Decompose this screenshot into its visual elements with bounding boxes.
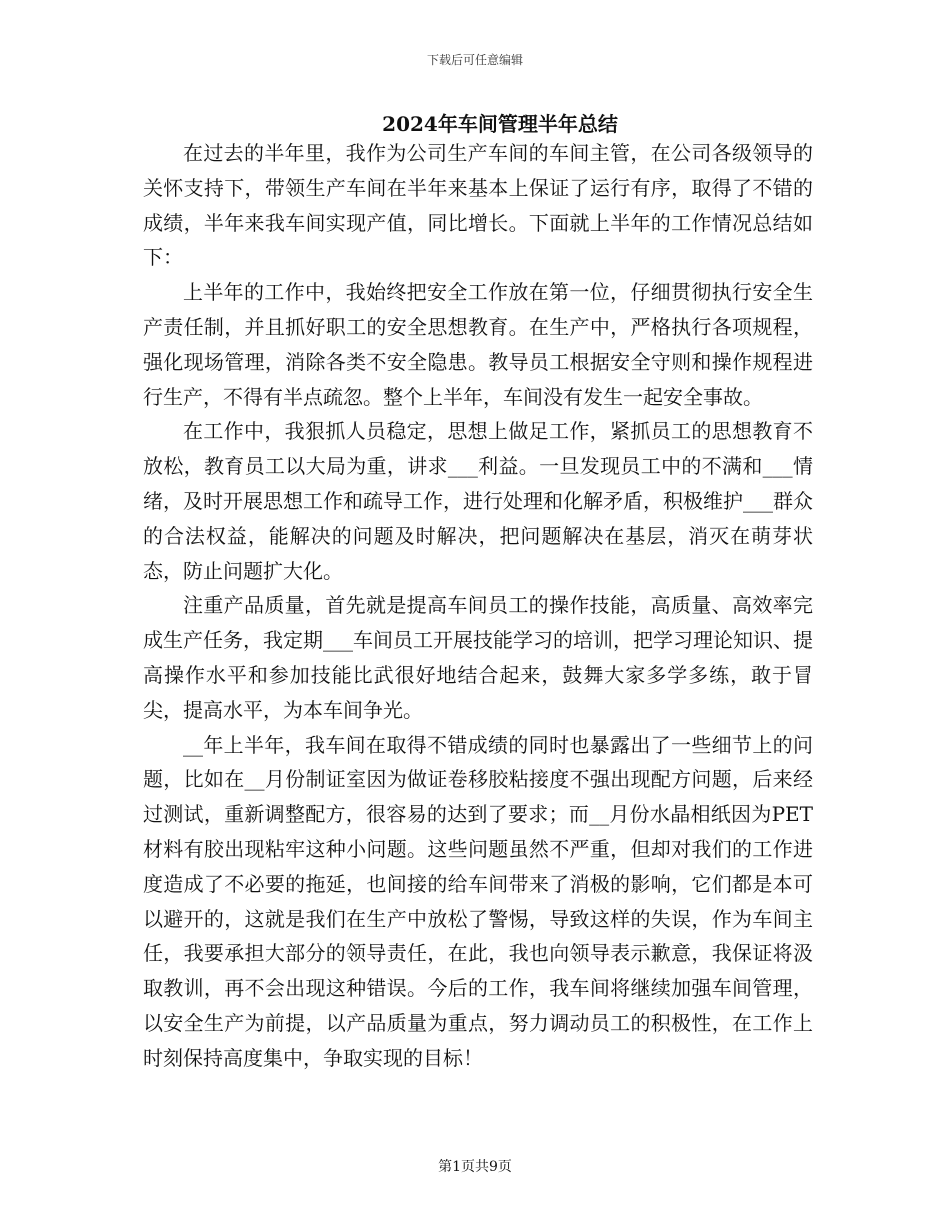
paragraph-staff-stability: 在工作中，我狠抓人员稳定，思想上做足工作，紧抓员工的思想教育不放松，教育员工以大局为重，讲求___利益。一旦发现员工中的不满和___情绪，及时开展思想工作和疏导工作，进行处理和化解矛盾，积极维护___群众的合法权益，能解决的问题及时解决，把问题解决在基层，消灭在萌芽状态，防止问题扩大化。 bbox=[143, 419, 813, 583]
paragraph-safety: 上半年的工作中，我始终把安全工作放在第一位，仔细贯彻执行安全生产责任制，并且抓好职工的安全思想教育。在生产中，严格执行各项规程，强化现场管理，消除各类不安全隐患。教导员工根据安全守则和操作规程进行生产，不得有半点疏忽。整个上半年，车间没有发生一起安全事故。 bbox=[143, 280, 813, 409]
paragraph-intro: 在过去的半年里，我作为公司生产车间的车间主管，在公司各级领导的关怀支持下，带领生产车间在半年来基本上保证了运行有序，取得了不错的成绩，半年来我车间实现产值，同比增长。下面就上半年的工作情况总结如下： bbox=[143, 141, 813, 270]
paragraph-problems-and-outlook: __年上半年，我车间在取得不错成绩的同时也暴露出了一些细节上的问题，比如在__月份制证室因为做证卷移胶粘接度不强出现配方问题，后来经过测试，重新调整配方，很容易的达到了要求；而__月份水晶相纸因为PET材料有胶出现粘牢这种小问题。这些问题虽然不严重，但却对我们的工作进度造成了不必要的拖延，也间接的给车间带来了消极的影响，它们都是本可以避开的，这就是我们在生产中放松了警惕，导致这样的失误，作为车间主任，我要承担大部分的领导责任，在此，我也向领导表示歉意，我保证将汲取教训，再不会出现这种错误。今后的工作，我车间将继续加强车间管理，以安全生产为前提，以产品质量为重点，努力调动员工的积极性，在工作上时刻保持高度集中，争取实现的目标！ bbox=[143, 732, 813, 1070]
page-number: 第1页共9页 bbox=[438, 1159, 512, 1175]
page-header-note: 下载后可任意编辑 bbox=[426, 53, 523, 67]
document-body bbox=[143, 136, 813, 1076]
paragraph-product-quality: 注重产品质量，首先就是提高车间员工的操作技能，高质量、高效率完成生产任务，我定期___车间员工开展技能学习的培训，把学习理论知识、提高操作水平和参加技能比武很好地结合起来，鼓舞大家多学多练，敢于冒尖，提高水平，为本车间争光。 bbox=[143, 593, 813, 722]
document-title: 2024年车间管理半年总结 bbox=[382, 112, 618, 136]
